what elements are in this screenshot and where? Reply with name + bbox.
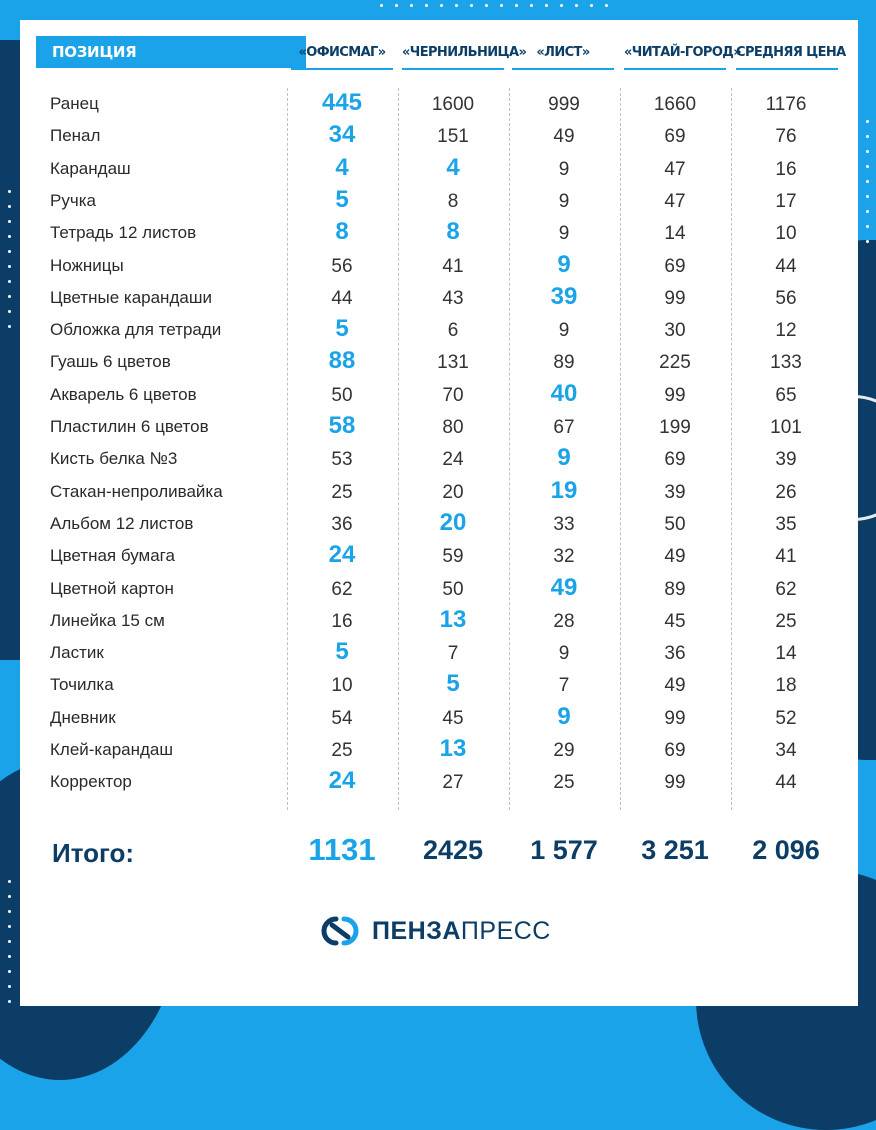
table-row xyxy=(50,90,850,122)
item-name: Пластилин 6 цветов xyxy=(50,417,209,436)
price-cell-ofismag: 62 xyxy=(331,578,353,600)
price-cell-list: 9 xyxy=(558,223,570,245)
table-row xyxy=(50,252,850,284)
table-row xyxy=(50,607,850,639)
item-name: Пенал xyxy=(50,126,101,146)
price-cell-list: 9 xyxy=(557,702,571,730)
price-cell-chernilnitsa: 1600 xyxy=(431,94,475,115)
position-header: ПОЗИЦИЯ xyxy=(36,36,306,68)
price-cell-average-price: 65 xyxy=(775,384,797,406)
table-row xyxy=(50,219,850,251)
total-ofismag: 1131 xyxy=(308,832,376,867)
price-cell-list: 7 xyxy=(558,675,570,697)
price-cell-list: 25 xyxy=(553,772,575,794)
price-cell-ofismag: 8 xyxy=(335,218,349,246)
price-cell-chitay-gorod: 89 xyxy=(664,578,686,600)
price-cell-chernilnitsa: 131 xyxy=(437,352,469,374)
price-cell-average-price: 76 xyxy=(775,126,797,148)
bg-dots-top xyxy=(380,4,608,8)
price-cell-average-price: 44 xyxy=(775,772,797,794)
column-header-list: «ЛИСТ» xyxy=(512,40,614,70)
item-name: Гуашь 6 цветов xyxy=(50,352,171,372)
price-cell-chitay-gorod: 225 xyxy=(659,352,691,374)
price-cell-average-price: 25 xyxy=(775,610,797,632)
price-cell-chitay-gorod: 47 xyxy=(664,158,686,180)
price-cell-average-price: 12 xyxy=(775,320,797,342)
column-header-average-price: СРЕДНЯЯ ЦЕНА xyxy=(736,40,838,70)
penzapress-logo xyxy=(318,913,551,949)
price-cell-chitay-gorod: 49 xyxy=(664,675,686,697)
price-cell-ofismag: 24 xyxy=(328,541,356,569)
table-row xyxy=(50,478,850,510)
total-chernilnitsa: 2425 xyxy=(422,835,484,865)
price-cell-average-price: 1176 xyxy=(765,94,807,115)
price-cell-list: 9 xyxy=(557,250,571,278)
price-cell-ofismag: 36 xyxy=(331,513,353,535)
price-cell-chitay-gorod: 99 xyxy=(664,287,686,309)
table-row xyxy=(50,671,850,703)
price-cell-ofismag: 44 xyxy=(331,287,353,309)
total-label: Итого: xyxy=(52,838,134,868)
price-cell-average-price: 14 xyxy=(775,643,797,665)
price-cell-ofismag: 10 xyxy=(331,675,353,697)
price-cell-average-price: 17 xyxy=(775,190,797,212)
table-row xyxy=(50,510,850,542)
price-cell-ofismag: 34 xyxy=(328,121,356,149)
price-cell-average-price: 44 xyxy=(775,255,797,277)
table-row xyxy=(50,639,850,671)
bg-dots-left xyxy=(8,190,12,340)
price-cell-chitay-gorod: 14 xyxy=(664,223,686,245)
price-cell-average-price: 16 xyxy=(775,158,797,180)
price-cell-list: 9 xyxy=(558,643,570,665)
price-cell-ofismag: 88 xyxy=(328,347,356,375)
price-cell-average-price: 26 xyxy=(775,481,797,503)
item-name: Альбом 12 листов xyxy=(50,513,194,533)
item-name: Линейка 15 см xyxy=(50,610,165,630)
price-cell-list: 49 xyxy=(553,126,575,148)
price-cell-list: 28 xyxy=(553,610,575,632)
price-cell-list: 9 xyxy=(558,320,570,342)
price-cell-ofismag: 24 xyxy=(328,767,356,795)
item-name: Цветная бумага xyxy=(50,546,175,566)
price-cell-ofismag: 16 xyxy=(331,610,353,632)
item-name: Ластик xyxy=(50,643,104,663)
item-name: Точилка xyxy=(50,675,114,695)
price-cell-list: 67 xyxy=(553,417,575,438)
price-cell-chitay-gorod: 99 xyxy=(664,707,686,729)
item-name: Акварель 6 цветов xyxy=(50,384,197,404)
price-cell-average-price: 133 xyxy=(770,352,802,374)
price-cell-chernilnitsa: 24 xyxy=(442,449,464,471)
table-row xyxy=(50,704,850,736)
price-cell-list: 33 xyxy=(553,513,575,535)
price-table-card xyxy=(20,20,858,1006)
price-cell-list: 9 xyxy=(557,444,571,472)
price-cell-chitay-gorod: 199 xyxy=(659,417,691,438)
price-cell-chernilnitsa: 41 xyxy=(442,255,464,277)
price-cell-list: 999 xyxy=(548,94,580,115)
item-name: Стакан-непроливайка xyxy=(50,481,223,501)
item-name: Обложка для тетради xyxy=(50,320,222,340)
table-row xyxy=(50,381,850,413)
price-cell-chitay-gorod: 47 xyxy=(664,190,686,212)
price-cell-chitay-gorod: 99 xyxy=(664,772,686,794)
price-cell-chitay-gorod: 1660 xyxy=(653,94,697,115)
price-cell-average-price: 56 xyxy=(775,287,797,309)
item-name: Ножницы xyxy=(50,255,124,275)
price-cell-chitay-gorod: 99 xyxy=(664,384,686,406)
price-cell-average-price: 10 xyxy=(775,223,797,245)
item-name: Ручка xyxy=(50,190,96,210)
logo-text-bold: ПЕНЗА xyxy=(372,916,461,945)
price-cell-chernilnitsa: 5 xyxy=(446,670,460,698)
price-cell-chernilnitsa: 80 xyxy=(442,417,464,438)
price-cell-average-price: 35 xyxy=(775,513,797,535)
table-row xyxy=(50,348,850,380)
price-cell-ofismag: 25 xyxy=(331,740,353,761)
price-cell-ofismag: 50 xyxy=(331,384,353,406)
column-header-chernilnitsa: «ЧЕРНИЛЬНИЦА» xyxy=(402,40,504,70)
price-cell-average-price: 18 xyxy=(775,675,797,697)
penzapress-logo-icon xyxy=(318,913,362,949)
price-cell-chernilnitsa: 8 xyxy=(446,218,460,246)
price-cell-chernilnitsa: 151 xyxy=(437,126,469,148)
table-row xyxy=(50,155,850,187)
price-cell-list: 40 xyxy=(550,379,578,407)
price-cell-chernilnitsa: 6 xyxy=(447,320,459,342)
column-header-ofismag: «ОФИСМАГ» xyxy=(291,40,393,70)
price-cell-average-price: 52 xyxy=(775,707,797,729)
price-cell-chernilnitsa: 7 xyxy=(447,643,459,665)
table-row xyxy=(50,736,850,768)
price-cell-ofismag: 54 xyxy=(331,707,353,729)
price-cell-chitay-gorod: 36 xyxy=(664,643,686,665)
price-cell-chitay-gorod: 30 xyxy=(664,320,686,342)
price-cell-chernilnitsa: 20 xyxy=(439,508,467,536)
price-cell-chernilnitsa: 70 xyxy=(442,384,464,406)
price-cell-list: 29 xyxy=(553,740,575,761)
item-name: Ранец xyxy=(50,94,99,113)
logo-text-light: ПРЕСС xyxy=(460,916,551,945)
price-cell-ofismag: 445 xyxy=(321,89,363,116)
table-row xyxy=(50,768,850,800)
price-cell-list: 49 xyxy=(550,573,578,601)
price-cell-chitay-gorod: 69 xyxy=(664,740,686,761)
price-cell-chernilnitsa: 13 xyxy=(439,605,467,633)
item-name: Кисть белка №3 xyxy=(50,449,178,469)
price-cell-ofismag: 5 xyxy=(335,315,349,343)
price-cell-list: 9 xyxy=(558,158,570,180)
item-name: Корректор xyxy=(50,772,132,792)
price-cell-average-price: 62 xyxy=(775,578,797,600)
table-row xyxy=(50,122,850,154)
price-cell-list: 39 xyxy=(550,282,578,310)
price-cell-list: 19 xyxy=(550,476,578,504)
price-cell-average-price: 34 xyxy=(775,740,797,761)
price-cell-chernilnitsa: 43 xyxy=(442,287,464,309)
price-cell-average-price: 41 xyxy=(775,546,797,568)
item-name: Цветные карандаши xyxy=(50,287,212,307)
bg-dots-left-bottom xyxy=(8,880,12,1015)
price-cell-average-price: 39 xyxy=(775,449,797,471)
price-cell-ofismag: 4 xyxy=(335,153,349,181)
table-row xyxy=(50,575,850,607)
table-row xyxy=(50,445,850,477)
item-name: Цветной картон xyxy=(50,578,174,598)
price-cell-chitay-gorod: 69 xyxy=(664,449,686,471)
item-name: Клей-карандаш xyxy=(50,740,174,759)
price-cell-list: 32 xyxy=(553,546,575,568)
price-cell-chernilnitsa: 50 xyxy=(442,578,464,600)
column-header-chitay-gorod: «ЧИТАЙ-ГОРОД» xyxy=(624,40,726,70)
table-row xyxy=(50,316,850,348)
price-cell-chernilnitsa: 20 xyxy=(442,481,464,503)
penzapress-logo-text xyxy=(372,917,551,946)
price-cell-ofismag: 56 xyxy=(331,255,353,277)
table-row xyxy=(50,542,850,574)
price-cell-chitay-gorod: 50 xyxy=(664,513,686,535)
total-chitay-gorod: 3 251 xyxy=(641,835,709,865)
item-name: Карандаш xyxy=(50,158,131,178)
price-cell-chernilnitsa: 13 xyxy=(439,735,467,762)
price-cell-chernilnitsa: 45 xyxy=(442,707,464,729)
price-cell-chitay-gorod: 39 xyxy=(664,481,686,503)
price-cell-chernilnitsa: 4 xyxy=(446,153,460,181)
price-cell-chitay-gorod: 69 xyxy=(664,255,686,277)
price-cell-ofismag: 58 xyxy=(328,412,356,439)
table-row xyxy=(50,413,850,445)
item-name: Дневник xyxy=(50,707,116,727)
price-cell-chernilnitsa: 27 xyxy=(442,772,464,794)
price-cell-ofismag: 5 xyxy=(335,638,349,666)
table-row xyxy=(50,187,850,219)
price-cell-chitay-gorod: 45 xyxy=(664,610,686,632)
price-cell-chernilnitsa: 59 xyxy=(442,546,464,568)
table-row xyxy=(50,284,850,316)
total-average-price: 2 096 xyxy=(752,835,820,865)
price-cell-chitay-gorod: 69 xyxy=(664,126,686,148)
price-cell-chernilnitsa: 8 xyxy=(447,190,459,212)
bg-dots-right xyxy=(866,120,870,255)
price-cell-ofismag: 5 xyxy=(335,185,349,213)
price-cell-ofismag: 25 xyxy=(331,481,353,503)
price-cell-average-price: 101 xyxy=(770,417,802,438)
item-name: Тетрадь 12 листов xyxy=(50,223,197,243)
total-list: 1 577 xyxy=(530,835,598,865)
price-cell-list: 89 xyxy=(553,352,575,374)
price-cell-list: 9 xyxy=(558,190,570,212)
price-cell-ofismag: 53 xyxy=(331,449,353,471)
price-cell-chitay-gorod: 49 xyxy=(664,546,686,568)
